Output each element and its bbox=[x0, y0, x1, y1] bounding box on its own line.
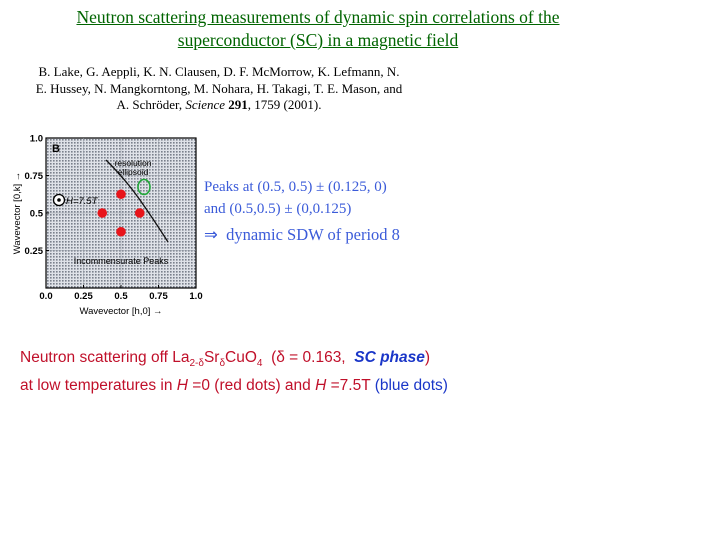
x-tick-label: 0.5 bbox=[114, 291, 128, 302]
y-tick-label: 0.5 bbox=[29, 208, 43, 220]
caption-line2-b: =0 (red dots) and bbox=[188, 377, 316, 395]
author-citation bbox=[10, 64, 428, 114]
x-tick-label: 0.25 bbox=[74, 291, 93, 302]
page-title bbox=[0, 6, 636, 52]
journal-volume: 291 bbox=[228, 97, 248, 112]
peaks-line-2: and (0.5,0.5) ± (0,0.125) bbox=[204, 201, 352, 217]
x-axis-label: Wavevector [h,0] → bbox=[79, 306, 163, 317]
sdw-conclusion bbox=[204, 225, 400, 245]
red-dot-0 bbox=[116, 189, 126, 199]
red-dot-3 bbox=[116, 227, 126, 237]
y-axis-label: Wavevector [0,k] → bbox=[12, 171, 23, 255]
peaks-line-1: Peaks at (0.5, 0.5) ± (0.125, 0) bbox=[204, 179, 387, 195]
authors-line-1: B. Lake, G. Aeppli, K. N. Clausen, D. F. McMorrow, K. Lefmann, N. bbox=[38, 64, 400, 79]
y-tick-labels bbox=[25, 134, 50, 258]
authors-line-2: E. Hussey, N. Mangkorntong, M. Nohara, H. Takagi, T. E. Mason, and bbox=[35, 80, 403, 96]
field-label: H=7.5T bbox=[66, 196, 98, 207]
authors-line-3-post: , 1759 (2001). bbox=[247, 97, 322, 112]
field-marker-dot bbox=[57, 198, 61, 202]
x-tick-label: 1.0 bbox=[189, 291, 203, 302]
resolution-label-2: ellipsoid bbox=[117, 167, 149, 177]
figure-caption bbox=[20, 347, 448, 397]
x-tick-label: 0.75 bbox=[149, 291, 168, 302]
journal-name: Science bbox=[185, 97, 226, 112]
caption-text-1: Neutron scattering off La bbox=[20, 349, 190, 366]
caption-sub-3: 4 bbox=[256, 358, 263, 370]
authors-line-3 bbox=[10, 97, 428, 114]
y-tick-label: 1.0 bbox=[29, 133, 43, 145]
caption-sub-2: δ bbox=[219, 358, 226, 370]
title-line-1: Neutron scattering measurements of dynamic spin correlations of the bbox=[76, 7, 560, 27]
sdw-text: dynamic SDW of period 8 bbox=[226, 225, 400, 244]
peaks-annotation bbox=[204, 176, 387, 220]
caption-line2-c: =7.5T bbox=[326, 377, 375, 395]
caption-text-3: CuO bbox=[225, 349, 257, 366]
resolution-label-1: resolution bbox=[114, 158, 152, 168]
y-tick-label: 0.75 bbox=[24, 171, 43, 182]
x-tick-label: 0.0 bbox=[39, 291, 53, 302]
caption-sub-1: 2-δ bbox=[189, 358, 204, 370]
title-line-2: superconductor (SC) in a magnetic field bbox=[177, 30, 459, 50]
caption-h-1: H bbox=[176, 377, 188, 395]
panel-label: B bbox=[52, 143, 60, 155]
sc-phase-label: SC phase bbox=[354, 349, 425, 366]
caption-line-1 bbox=[20, 347, 448, 375]
authors-line-3-pre: A. Schröder, bbox=[116, 97, 186, 112]
red-dot-2 bbox=[135, 208, 145, 218]
scattering-figure bbox=[8, 130, 204, 322]
y-tick-label: 0.25 bbox=[24, 246, 43, 257]
caption-text-4: (δ = 0.163, bbox=[262, 349, 355, 366]
incommensurate-label: Incommensurate Peaks bbox=[73, 256, 169, 266]
caption-blue-dots: (blue dots) bbox=[374, 377, 448, 395]
red-dot-1 bbox=[97, 208, 107, 218]
caption-line2-a: at low temperatures in bbox=[20, 377, 177, 395]
caption-text-5: ) bbox=[424, 349, 431, 366]
caption-h-2: H bbox=[315, 377, 327, 395]
implies-arrow: ⇒ bbox=[204, 225, 218, 244]
caption-line-2 bbox=[20, 375, 448, 397]
caption-text-2: Sr bbox=[203, 349, 220, 366]
